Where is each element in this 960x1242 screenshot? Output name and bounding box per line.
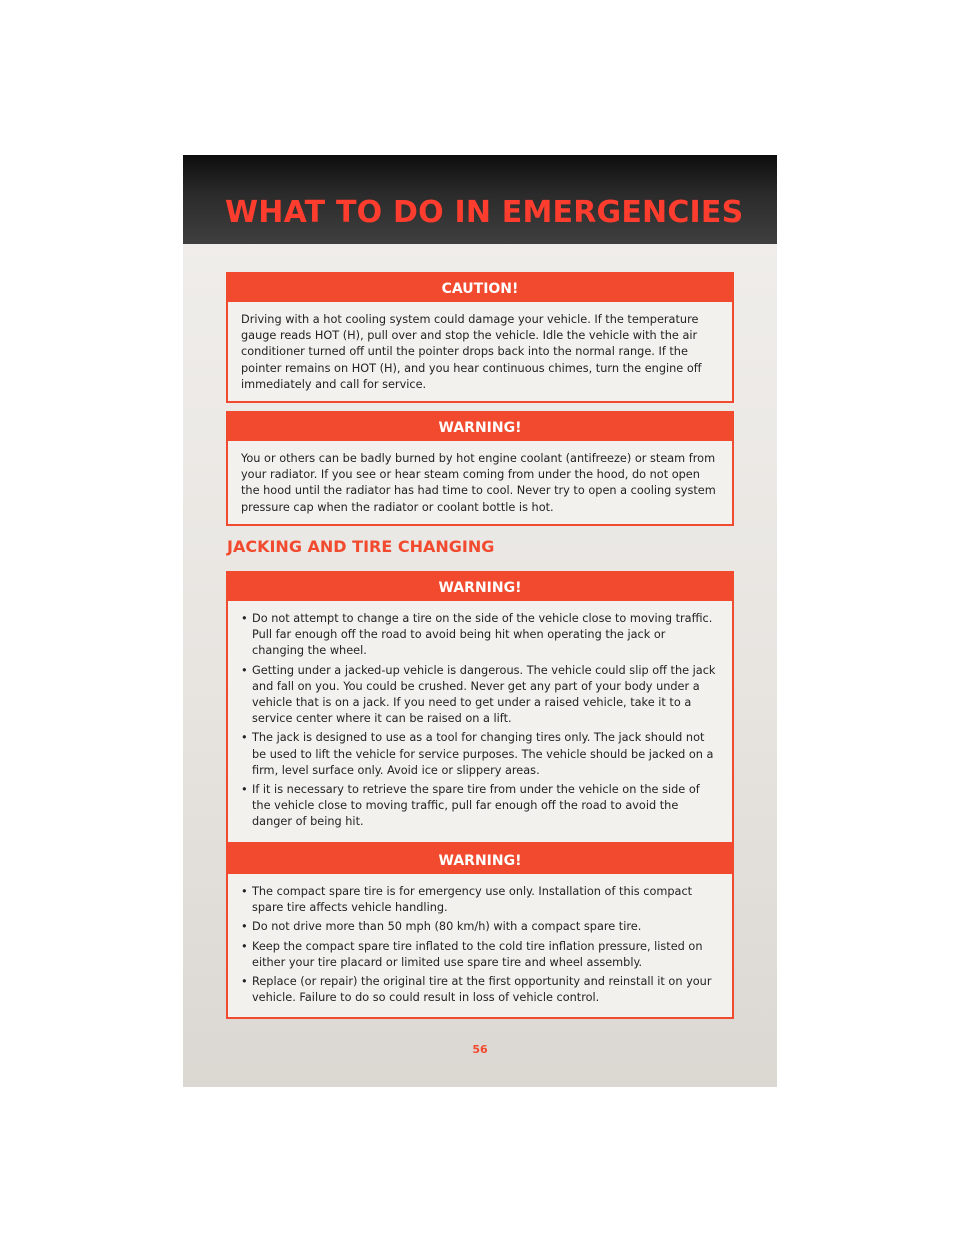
- list-item: • The compact spare tire is for emergency use only. Installation of this compact spare tire affects vehicle handling.: [241, 884, 721, 916]
- warning-box-jacking: [226, 571, 734, 844]
- caution-text: Driving with a hot cooling system could damage your vehicle. If the temperature gauge reads HOT (H), pull over and stop the vehicle. Idle the vehicle with the air conditioner turned off until the pointer drops back into the normal range. If the pointer remains on HOT (H), and you hear continuous chimes, turn the engine off immediately and call for service.: [241, 313, 702, 391]
- list-item: • The jack is designed to use as a tool for changing tires only. The jack should not be used to lift the vehicle for service purposes. The vehicle should be jacked on a firm, level surface only. Avoid ice or slippery areas.: [241, 730, 721, 779]
- warning-title: WARNING!: [228, 846, 732, 874]
- warning-list: [241, 611, 721, 831]
- list-item: • Replace (or repair) the original tire at the first opportunity and reinstall it on your vehicle. Failure to do so could result in loss of vehicle control.: [241, 974, 721, 1006]
- warning-box-coolant: [226, 411, 734, 526]
- manual-page: [183, 155, 777, 1087]
- list-item: • Do not drive more than 50 mph (80 km/h) with a compact spare tire.: [241, 919, 721, 935]
- section-heading: JACKING AND TIRE CHANGING: [227, 537, 495, 556]
- page-number: 56: [472, 1043, 488, 1056]
- page-title: WHAT TO DO IN EMERGENCIES: [225, 195, 744, 230]
- caution-box: [226, 272, 734, 403]
- caution-title: CAUTION!: [228, 274, 732, 302]
- list-item: • Keep the compact spare tire inflated to the cold tire inflation pressure, listed on either your tire placard or limited use spare tire and wheel assembly.: [241, 939, 721, 971]
- warning-text: You or others can be badly burned by hot engine coolant (antifreeze) or steam from your radiator. If you see or hear steam coming from under the hood, do not open the hood until the radiator has had time to cool. Never try to open a cooling system pressure cap when the radiator or coolant bottle is hot.: [241, 452, 716, 514]
- warning-list: [241, 884, 721, 1006]
- warning-title: WARNING!: [228, 573, 732, 601]
- page-header: [183, 155, 777, 244]
- list-item: • If it is necessary to retrieve the spare tire from under the vehicle on the side of the vehicle close to moving traffic, pull far enough off the road to avoid the danger of being hit.: [241, 782, 721, 831]
- warning-title: WARNING!: [228, 413, 732, 441]
- warning-box-spare-tire: [226, 844, 734, 1019]
- list-item: • Getting under a jacked-up vehicle is dangerous. The vehicle could slip off the jack and fall on you. You could be crushed. Never get any part of your body under a vehicle that is on a jack. If you need to get under a raised vehicle, take it to a service center where it can be raised on a lift.: [241, 663, 721, 728]
- list-item: • Do not attempt to change a tire on the side of the vehicle close to moving traffic. Pull far enough off the road to avoid being hit when operating the jack or changing the wheel.: [241, 611, 721, 660]
